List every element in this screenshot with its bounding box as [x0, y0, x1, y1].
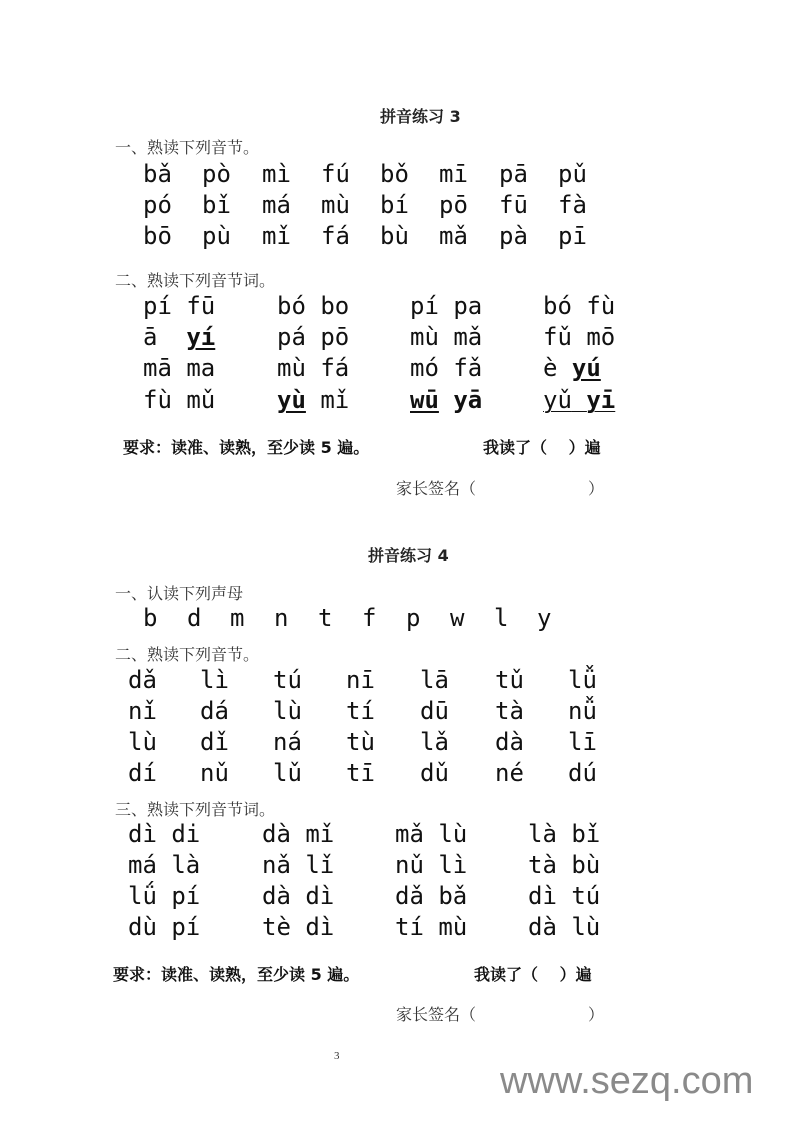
syllable: pī [558, 222, 587, 250]
exercise4-requirement: 要求：读准、读熟，至少读 5 遍。 [113, 965, 360, 984]
word: pá pō [277, 323, 350, 351]
syllable: mǎ [439, 222, 468, 250]
word: pí pa [410, 292, 483, 320]
syllable: bō [143, 222, 172, 250]
syllable: nī [346, 666, 375, 694]
exercise3-section2-heading: 二、熟读下列音节词。 [115, 271, 276, 290]
initial: m [230, 604, 245, 632]
syllable: mù [321, 191, 350, 219]
word: mā ma [143, 354, 216, 382]
exercise4-parent-signature: 家长签名（ ） [396, 1005, 605, 1024]
syllable: pǔ [558, 160, 587, 188]
syllable: pù [202, 222, 231, 250]
syllable: pà [499, 222, 528, 250]
word: dà mǐ [262, 820, 335, 848]
word: là bǐ [528, 820, 601, 848]
syllable: tǔ [495, 666, 524, 694]
emphasized-syllable: yī [586, 386, 616, 414]
exercise3-parent-signature: 家长签名（ ） [396, 479, 605, 498]
syllable: fú [321, 160, 350, 188]
emphasized-syllable: yí [186, 323, 216, 351]
word: yǔ yī [543, 386, 616, 414]
word: yù mǐ [277, 386, 350, 414]
word: dà dì [262, 882, 335, 910]
initial: b [143, 604, 158, 632]
word: mǎ lù [395, 820, 468, 848]
syllable: pā [499, 160, 528, 188]
initial: l [494, 604, 509, 632]
word: pí fū [143, 292, 216, 320]
syllable: tí [346, 697, 375, 725]
syllable: dú [568, 759, 597, 787]
syllable: bí [380, 191, 409, 219]
emphasized-syllable: wū [410, 386, 439, 414]
syllable: fū [499, 191, 528, 219]
syllable: lù [273, 697, 302, 725]
word: fù mǔ [143, 386, 216, 414]
word: dǎ bǎ [395, 882, 468, 910]
initial: y [537, 604, 552, 632]
word: nǎ lǐ [262, 851, 335, 879]
word: fǔ mō [543, 323, 616, 351]
initial: n [274, 604, 289, 632]
syllable: lǚ [568, 666, 597, 694]
word: wū yā [410, 386, 483, 414]
syllable: pō [439, 191, 468, 219]
syllable: lǎ [420, 728, 449, 756]
syllable: dí [128, 759, 157, 787]
syllable: dǎ [128, 666, 157, 694]
syllable: dá [200, 697, 229, 725]
exercise3-read-count: 我读了（ ）遍 [483, 438, 601, 457]
word: mù mǎ [410, 323, 483, 351]
syllable: mì [262, 160, 291, 188]
exercise3-section1-heading: 一、熟读下列音节。 [115, 138, 260, 157]
syllable: lā [420, 666, 449, 694]
syllable: mǐ [262, 222, 291, 250]
syllable: fà [558, 191, 587, 219]
syllable: pò [202, 160, 231, 188]
word: dù pí [128, 913, 201, 941]
syllable: tù [346, 728, 375, 756]
syllable: lǔ [273, 759, 302, 787]
syllable: bǎ [143, 160, 172, 188]
word: mó fǎ [410, 354, 483, 382]
emphasized-syllable: yú [571, 354, 601, 382]
word: tè dì [262, 913, 335, 941]
syllable: lī [568, 728, 597, 756]
syllable: fá [321, 222, 350, 250]
word: bó bo [277, 292, 350, 320]
syllable: nǚ [568, 697, 597, 725]
syllable: dà [495, 728, 524, 756]
syllable: tà [495, 697, 524, 725]
exercise4-title: 拼音练习 4 [368, 546, 449, 565]
syllable: tú [273, 666, 302, 694]
word: dà lù [528, 913, 601, 941]
word: mù fá [277, 354, 350, 382]
exercise4-read-count: 我读了（ ）遍 [474, 965, 592, 984]
syllable: dū [420, 697, 449, 725]
initial: p [406, 604, 421, 632]
exercise4-section2-heading: 二、熟读下列音节。 [115, 645, 260, 664]
word: dì tú [528, 882, 601, 910]
syllable: ná [273, 728, 302, 756]
word: è yú [543, 354, 601, 382]
syllable: dǔ [420, 759, 449, 787]
initial: t [318, 604, 333, 632]
page-number: 3 [334, 1050, 340, 1062]
initial: d [187, 604, 202, 632]
syllable: bǐ [202, 191, 231, 219]
syllable: dǐ [200, 728, 229, 756]
syllable: pó [143, 191, 172, 219]
exercise3-requirement: 要求：读准、读熟，至少读 5 遍。 [123, 438, 370, 457]
syllable: tī [346, 759, 375, 787]
word: ā yí [143, 323, 216, 351]
word: lǘ pí [128, 882, 201, 910]
exercise4-section3-heading: 三、熟读下列音节词。 [115, 800, 276, 819]
exercise4-section1-heading: 一、认读下列声母 [115, 584, 244, 603]
word: bó fù [543, 292, 616, 320]
word: nǔ lì [395, 851, 468, 879]
emphasized-syllable: yù [277, 386, 306, 414]
syllable: nǐ [128, 697, 157, 725]
watermark: www.sezq.com [500, 1060, 754, 1102]
word: tà bù [528, 851, 601, 879]
initial: f [362, 604, 377, 632]
syllable: bǒ [380, 160, 409, 188]
syllable: nǔ [200, 759, 229, 787]
word: dì di [128, 820, 201, 848]
syllable: bù [380, 222, 409, 250]
syllable: lì [200, 666, 229, 694]
syllable: né [495, 759, 524, 787]
syllable: mī [439, 160, 468, 188]
word: tí mù [395, 913, 468, 941]
syllable: lù [128, 728, 157, 756]
syllable: má [262, 191, 291, 219]
initial: w [450, 604, 465, 632]
word: má là [128, 851, 201, 879]
exercise3-title: 拼音练习 3 [380, 107, 461, 126]
